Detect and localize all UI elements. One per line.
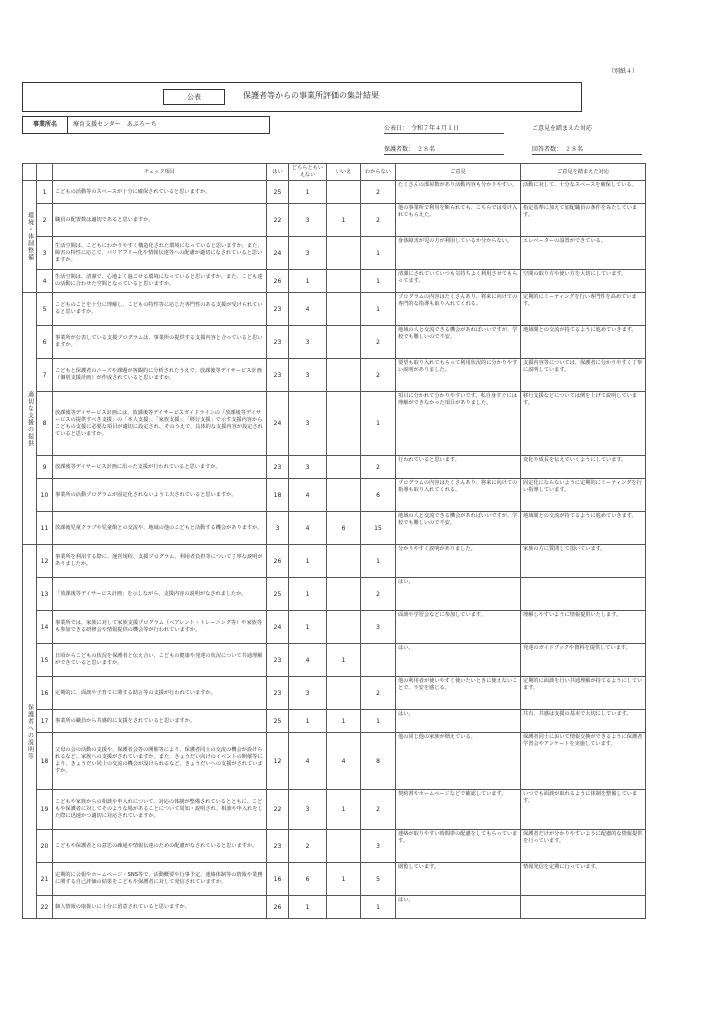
table-row <box>23 790 646 830</box>
parents-count: 保護者数： ２８名 <box>384 146 504 155</box>
count-no: 6 <box>327 512 361 545</box>
count-no <box>327 359 361 392</box>
count-neutral: 3 <box>289 359 327 392</box>
count-yes: 24 <box>267 611 289 644</box>
check-item: 事業所を利用する際に、運営規程、支援プログラム、利用者負担等について丁寧な説明がありましたか。 <box>53 545 267 578</box>
count-unknown: 2 <box>361 677 396 710</box>
opinion-cell: プログラムの内容はたくさんあり、将来に向けての専門的な指導も取り入れてくれる。 <box>396 293 521 326</box>
count-yes: 22 <box>267 790 289 830</box>
opinion-cell: 他の事業所で利用を断られても、こちらでは受け入れてもらえた。 <box>396 204 521 237</box>
opinion-cell: プログラムの内容はたくさんあり、将来に向けての指導も取り入れてくれる。 <box>396 479 521 512</box>
count-neutral: 1 <box>289 270 327 293</box>
count-no <box>327 237 361 270</box>
count-neutral: 4 <box>289 733 327 790</box>
response-cell: 指定基準に加えて加配職員の条件をみたしています。 <box>521 204 646 237</box>
count-unknown: 15 <box>361 512 396 545</box>
opinion-cell: 連絡が取りやすい時間帯の配慮をしてもらっています。 <box>396 830 521 863</box>
count-no <box>327 896 361 919</box>
check-item: こどものことを十分に理解し、こどもの特性等に応じた専門性のある支援が受けられていると思いますか。 <box>53 293 267 326</box>
response-cell: 家族の方に質問して頂いています。 <box>521 545 646 578</box>
row-number: 2 <box>37 204 53 237</box>
count-yes: 23 <box>267 326 289 359</box>
opinion-cell: 身体障害が児の方が利用しているか分からない。 <box>396 237 521 270</box>
response-cell: 共有、共感は支援の基本で大切にしています。 <box>521 710 646 733</box>
count-unknown: 1 <box>361 293 396 326</box>
check-item: こどもの活動等のスペースが十分に確保されていると思いますか。 <box>53 181 267 204</box>
opinion-cell: はい。 <box>396 578 521 611</box>
count-unknown: 1 <box>361 392 396 456</box>
opinion-cell: 項目に分かれて分かりやすいです。私自身すぐには理解ができなかった項目がありました。 <box>396 392 521 456</box>
opinion-cell: はい。 <box>396 710 521 733</box>
row-number: 12 <box>37 545 53 578</box>
col-neutral: どちらともいえない <box>289 164 327 181</box>
count-yes: 25 <box>267 578 289 611</box>
count-unknown: 6 <box>361 479 396 512</box>
count-unknown: 1 <box>361 237 396 270</box>
row-number: 3 <box>37 237 53 270</box>
response-cell: 空間の取り方や使い方を大切にしています。 <box>521 270 646 293</box>
count-yes: 16 <box>267 863 289 896</box>
count-yes: 22 <box>267 204 289 237</box>
count-neutral: 3 <box>289 326 327 359</box>
table-row <box>23 512 646 545</box>
row-number: 5 <box>37 293 53 326</box>
count-yes: 23 <box>267 830 289 863</box>
check-item: 父母の会の活動の支援や、保護者会等の開催等により、保護者同士の交流の機会が設けられるなど、家族への支援がされていますか。また、きょうだい向けのイベントの開催等により、きょうだい同士の交流の機会が設けられるなど、きょうだいへの支援がされていますか。 <box>53 733 267 790</box>
table-row <box>23 733 646 790</box>
check-item: 放課後等デイサービス計画には、放課後等デイサービスガイドラインの「放課後等デイサービスの提供すべき支援」の「本人支援」、「家族支援」、「移行支援」で示す支援内容からこどもの支援に必要な項目が適切に設定され、そのうえで、具体的な支援内容が設定されていると思いますか。 <box>53 392 267 456</box>
count-no <box>327 181 361 204</box>
count-unknown: 1 <box>361 710 396 733</box>
row-number: 17 <box>37 710 53 733</box>
table-row <box>23 896 646 919</box>
count-no <box>327 456 361 479</box>
count-yes: 25 <box>267 710 289 733</box>
response-cell <box>521 578 646 611</box>
responses-count: 回答者数： ２８名 <box>532 146 642 155</box>
count-no <box>327 578 361 611</box>
row-number: 7 <box>37 359 53 392</box>
check-item: 日頃からこどもの状況を保護者と伝え合い、こどもの健康や発達の状況について共通理解ができていると思いますか。 <box>53 644 267 677</box>
opinion-cell: 閲覧しています。 <box>396 863 521 896</box>
appendix-label: （別紙４） <box>608 68 639 75</box>
count-unknown: 2 <box>361 181 396 204</box>
count-unknown: 2 <box>361 326 396 359</box>
announce-date: 公表日： 令和７年４月１日 <box>384 125 504 134</box>
count-no <box>327 830 361 863</box>
check-item: 生活空間は、清潔で、心地よく過ごせる環境になっていると思いますか。また、こども達の活動に合わせた空間となっていると思いますか。 <box>53 270 267 293</box>
count-unknown: 5 <box>361 863 396 896</box>
row-number: 1 <box>37 181 53 204</box>
table-row <box>23 830 646 863</box>
count-neutral: 1 <box>289 578 327 611</box>
count-neutral: 4 <box>289 512 327 545</box>
opinion-cell: 地域の人と交流できる機会があればいいですが、学校でも難しいので不安。 <box>396 512 521 545</box>
response-cell: 保護者同士において情報交換ができるように保護者学習会やアンケートを実施しています。 <box>521 733 646 790</box>
count-yes: 26 <box>267 270 289 293</box>
opinion-cell: 要望も取り入れてもらって利用状況的に分かりやすい説明がありました。 <box>396 359 521 392</box>
check-item: 事業所の活動プログラムが固定化されないよう工夫されていると思いますか。 <box>53 479 267 512</box>
row-number: 4 <box>37 270 53 293</box>
count-unknown: 1 <box>361 545 396 578</box>
table-row <box>23 479 646 512</box>
count-yes: 23 <box>267 293 289 326</box>
table-row <box>23 456 646 479</box>
row-number: 10 <box>37 479 53 512</box>
response-cell: 発達のガイドブックや資料を提供しています。 <box>521 644 646 677</box>
count-no: 1 <box>327 790 361 830</box>
check-item: こどもや家族からの相談や申入れについて、対応の体制が整備されているとともに、こどもや保護者に対してそのような場があることについて周知・説明され、相談や申入れをした際に迅速かつ適切に対応されていますか。 <box>53 790 267 830</box>
evaluation-table <box>22 163 646 919</box>
row-number: 15 <box>37 644 53 677</box>
response-cell: 支援内容等については、保護者に分かりやすく丁寧に説明しています。 <box>521 359 646 392</box>
response-cell: 定期的にミーティングを行い専門性を高めています。 <box>521 293 646 326</box>
row-number: 16 <box>37 677 53 710</box>
row-number: 20 <box>37 830 53 863</box>
response-cell: 理解しやすいように情報提供いたします。 <box>521 611 646 644</box>
response-cell: 地域間との交流が持てるように進めていきます。 <box>521 512 646 545</box>
table-row <box>23 392 646 456</box>
table-row <box>23 677 646 710</box>
count-no <box>327 479 361 512</box>
title-box <box>22 82 582 112</box>
response-cell: 固定化にならないように定期的にミーティングを行い指導しています。 <box>521 479 646 512</box>
count-neutral: 4 <box>289 293 327 326</box>
opinion-cell: 契約書やホームページなどで確認しています。 <box>396 790 521 830</box>
category-label: 保護者への説明等 <box>23 545 37 919</box>
check-item: 放課後児童クラブや児童館との交流や、地域の他のこどもと活動する機会がありますか。 <box>53 512 267 545</box>
count-neutral: 4 <box>289 479 327 512</box>
col-check-item: チェック項目 <box>53 164 267 181</box>
response-cell: いつでも面談が取れるように体制を整備しています。 <box>521 790 646 830</box>
count-neutral: 1 <box>289 710 327 733</box>
count-yes: 12 <box>267 733 289 790</box>
response-cell <box>521 896 646 919</box>
count-yes: 24 <box>267 392 289 456</box>
opinion-cell: たくさんの部屋数があり活動内容も分かりやすい。 <box>396 181 521 204</box>
count-neutral: 4 <box>289 644 327 677</box>
count-neutral: 1 <box>289 611 327 644</box>
check-item: 個人情報の取扱いに十分に留意されていると思いますか。 <box>53 896 267 919</box>
table-row <box>23 204 646 237</box>
count-no <box>327 545 361 578</box>
count-unknown: 3 <box>361 830 396 863</box>
count-unknown: 2 <box>361 359 396 392</box>
check-item: こどもと保護者のニーズや課題が客観的に分析されたうえで、放課後等デイサービス計画（個別支援計画）が作成されていると思いますか。 <box>53 359 267 392</box>
response-cell: 情報発信を定期に行っています。 <box>521 863 646 896</box>
count-unknown: 2 <box>361 456 396 479</box>
count-unknown: 1 <box>361 270 396 293</box>
row-number: 8 <box>37 392 53 456</box>
table-row <box>23 181 646 204</box>
count-neutral: 6 <box>289 863 327 896</box>
count-neutral: 3 <box>289 237 327 270</box>
category-label: 適切な支援の提供 <box>23 293 37 545</box>
row-number: 18 <box>37 733 53 790</box>
table-row <box>23 293 646 326</box>
count-yes: 23 <box>267 644 289 677</box>
count-unknown: 2 <box>361 578 396 611</box>
response-label: ご意見を踏まえた対応 <box>532 125 593 132</box>
row-number: 11 <box>37 512 53 545</box>
count-neutral: 3 <box>289 392 327 456</box>
facility-box <box>22 116 270 134</box>
check-item: 定期的に会報やホームページ・SNS等で、活動概要や行事予定、連絡体制等の情報や業務に関する自己評価の結果をこどもや保護者に対して発信されていますか。 <box>53 863 267 896</box>
count-yes: 24 <box>267 237 289 270</box>
check-item: 定期的に、面談や子育てに関する助言等の支援が行われていますか。 <box>53 677 267 710</box>
facility-name: 療育支援センター あぷろーち <box>73 121 157 128</box>
count-yes: 26 <box>267 896 289 919</box>
row-number: 21 <box>37 863 53 896</box>
check-item: 職員の配置数は適切であると思いますか。 <box>53 204 267 237</box>
check-item: 「放課後等デイサービス計画」を示しながら、支援内容の説明がなされましたか。 <box>53 578 267 611</box>
check-item: こどもや保護者との意思の疎通や情報伝達のための配慮がなされていると思いますか。 <box>53 830 267 863</box>
response-cell: 定期的に面談を行い共通理解が持てるようにしています。 <box>521 677 646 710</box>
response-cell: エレベーターの設置ができている。 <box>521 237 646 270</box>
count-yes: 26 <box>267 545 289 578</box>
response-cell: 地域間との交流が持てるように進めていきます。 <box>521 326 646 359</box>
col-response: ご意見を踏まえた対応 <box>521 164 646 181</box>
row-number: 14 <box>37 611 53 644</box>
count-no <box>327 392 361 456</box>
row-number: 19 <box>37 790 53 830</box>
count-neutral: 2 <box>289 830 327 863</box>
facility-label: 事業所名 <box>23 117 68 133</box>
count-no: 1 <box>327 863 361 896</box>
check-item: 生活空間は、こどもにわかりやすく構造化された環境になっていると思いますか。また、障害の特性に応じて、バリアフリー化や情報伝達等への配慮が適切になされていると思いますか。 <box>53 237 267 270</box>
count-no: 1 <box>327 710 361 733</box>
check-item: 放課後等デイサービス計画に沿った支援が行われていると思いますか。 <box>53 456 267 479</box>
count-unknown: 1 <box>361 896 396 919</box>
count-no: 1 <box>327 204 361 237</box>
count-unknown: 2 <box>361 204 396 237</box>
response-cell: 変化や成長を伝えていくようにしています。 <box>521 456 646 479</box>
count-no <box>327 611 361 644</box>
opinion-cell: 地域の人と交流できる機会があればいいですが、学校でも難しいので不安。 <box>396 326 521 359</box>
count-yes: 3 <box>267 512 289 545</box>
count-no <box>327 326 361 359</box>
response-cell: 移行支援などについては例を上げて説明しています。 <box>521 392 646 456</box>
count-yes: 23 <box>267 677 289 710</box>
count-unknown: 2 <box>361 790 396 830</box>
table-header-row <box>23 164 646 181</box>
table-row <box>23 611 646 644</box>
count-neutral: 1 <box>289 545 327 578</box>
row-number: 6 <box>37 326 53 359</box>
col-opinion: ご意見 <box>396 164 521 181</box>
count-yes: 23 <box>267 456 289 479</box>
opinion-cell: 清潔にされていていつも気持ちよく利用させてもらってます。 <box>396 270 521 293</box>
page-title: 保護者等からの事業所評価の集計結果 <box>243 91 379 100</box>
count-no: 1 <box>327 644 361 677</box>
opinion-cell: 他の同じ他の家族が増えている。 <box>396 733 521 790</box>
count-yes: 25 <box>267 181 289 204</box>
count-no <box>327 270 361 293</box>
count-neutral: 3 <box>289 677 327 710</box>
count-unknown: 3 <box>361 611 396 644</box>
table-row <box>23 270 646 293</box>
table-row <box>23 237 646 270</box>
count-neutral: 1 <box>289 896 327 919</box>
check-item: 事業所の職員から共感的に支援をされていると思いますか。 <box>53 710 267 733</box>
table-row <box>23 578 646 611</box>
table-row <box>23 644 646 677</box>
table-row <box>23 545 646 578</box>
count-no <box>327 293 361 326</box>
public-tag: 公表 <box>163 89 225 105</box>
check-item: 事業所では、家族に対して家族支援プログラム（ペアレント・トレーニング等）や家族等も参加できる研修会や情報提供の機会等が行われていますか。 <box>53 611 267 644</box>
opinion-cell: 行われていると思います。 <box>396 456 521 479</box>
response-cell: 活動に対して、十分なスペースを確保している。 <box>521 181 646 204</box>
row-number: 9 <box>37 456 53 479</box>
count-no: 4 <box>327 733 361 790</box>
opinion-cell: 面談や学習会などに参加しています。 <box>396 611 521 644</box>
count-yes: 23 <box>267 359 289 392</box>
opinion-cell: 他の利用者が使いやすく使いたいときに使えないことで、不安を感じる。 <box>396 677 521 710</box>
table-row <box>23 326 646 359</box>
opinion-cell: はい。 <box>396 644 521 677</box>
opinion-cell: 分かりやすく説明がありました。 <box>396 545 521 578</box>
count-yes: 18 <box>267 479 289 512</box>
category-label: 環境・体制整備 <box>23 181 37 293</box>
table-row <box>23 710 646 733</box>
count-neutral: 1 <box>289 181 327 204</box>
row-number: 13 <box>37 578 53 611</box>
count-unknown: 8 <box>361 733 396 790</box>
check-item: 事業所が公表している支援プログラムは、事業所の提供する支援内容と合っていると思いますか。 <box>53 326 267 359</box>
opinion-cell: はい。 <box>396 896 521 919</box>
table-row <box>23 359 646 392</box>
count-neutral: 3 <box>289 204 327 237</box>
count-unknown <box>361 644 396 677</box>
response-cell: 保護者だけが分かりやすいように配慮的な情報提供を行っています。 <box>521 830 646 863</box>
count-neutral: 3 <box>289 456 327 479</box>
col-unknown: わからない <box>361 164 396 181</box>
row-number: 22 <box>37 896 53 919</box>
table-row <box>23 863 646 896</box>
col-no: いいえ <box>327 164 361 181</box>
count-neutral: 3 <box>289 790 327 830</box>
count-no <box>327 677 361 710</box>
col-yes: はい <box>267 164 289 181</box>
